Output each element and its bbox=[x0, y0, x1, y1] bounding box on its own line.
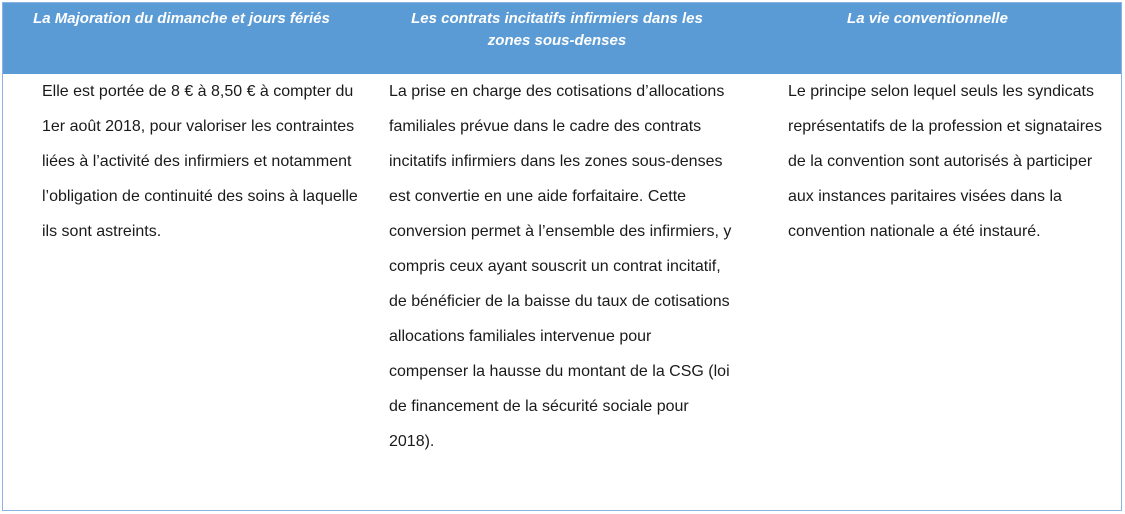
table-header-row bbox=[3, 3, 1121, 74]
cell-vie-conventionnelle: Le principe selon lequel seuls les syndicats représentatifs de la profession et signataires de la convention sont autorisés à participer aux instances paritaires visées dans la convention nationale a été instauré. bbox=[788, 83, 1102, 240]
table-body-row bbox=[3, 74, 1121, 510]
cell-majoration-dimanche: Elle est portée de 8 € à 8,50 € à compter du 1er août 2018, pour valoriser les contraintes liées à l’activité des infirmiers et notamment l’obligation de continuité des soins à laquelle ils sont astreints. bbox=[42, 83, 358, 240]
header-majoration-dimanche: La Majoration du dimanche et jours fériés bbox=[33, 10, 330, 27]
header-vie-conventionnelle: La vie conventionnelle bbox=[847, 10, 1008, 27]
header-contrats-incitatifs: Les contrats incitatifs infirmiers dans les zones sous-denses bbox=[411, 10, 703, 49]
cell-contrats-incitatifs: La prise en charge des cotisations d’allocations familiales prévue dans le cadre des contrats incitatifs infirmiers dans les zones sous-denses est convertie en une aide forfaitaire. Cette conversion permet à l’ensemble des infirmiers, y compris ceux ayant souscrit un contrat incitatif, de bénéficier de la baisse du taux de cotisations allocations familiales intervenue pour compenser la hausse du montant de la CSG (loi de financement de la sécurité sociale pour 2018). bbox=[389, 83, 732, 450]
info-table bbox=[2, 2, 1122, 511]
